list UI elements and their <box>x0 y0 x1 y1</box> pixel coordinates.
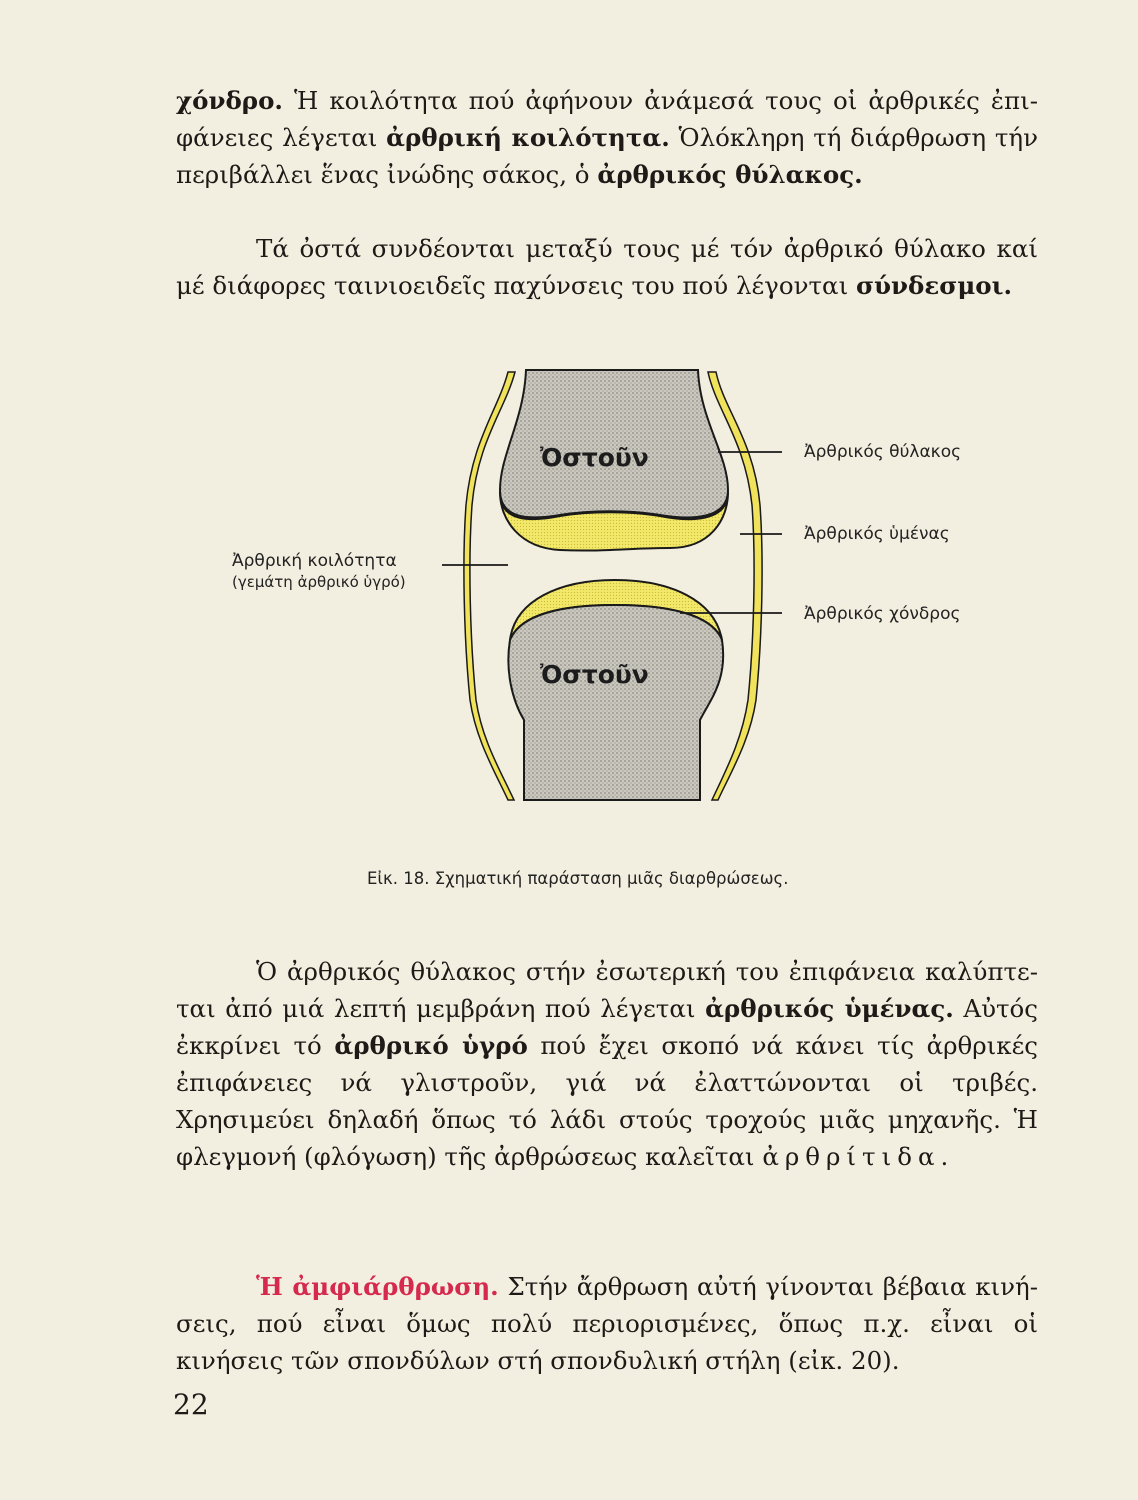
bone-label-bottom: Ὀστοῦν <box>540 660 649 689</box>
page-number: 22 <box>173 1388 209 1421</box>
bone-label-top: Ὀστοῦν <box>540 443 649 472</box>
term-articular-cavity: ἀρθρική κοιλότητα. <box>386 123 670 152</box>
capsule-left <box>464 372 515 800</box>
label-synovial-membrane: Ἀρθρικός ὑμένας <box>804 524 950 544</box>
paragraph-1: χόνδρο. Ἡ κοιλότητα πού ἀφήνουν ἀνάμεσά τους οἱ ἀρθρικές ἐπιφάνειες λέγεται ἀρθρική κοιλότητα. Ὁλόκληρη τή διάρθρωση τήν περιβάλλει ἕνας ἰνώδης σάκος, ὁ ἀρθρικός θύλακος. <box>176 86 1038 189</box>
term-arthritis: ἀρθρίτιδα <box>762 1142 941 1171</box>
term-synovial-fluid: ἀρθρικό ὑγρό <box>334 1031 528 1060</box>
label-articular-capsule: Ἀρθρικός θύλακος <box>804 442 962 462</box>
term-cartilage: χόνδρο. <box>176 86 283 115</box>
paragraph-2: Τά ὀστά συνδέονται μεταξύ τους μέ τόν ἀρθρικό θύλακο καί μέ διάφορες ταινιοειδεῖς παχύνσεις του πού λέγονται σύνδεσμοι. <box>176 234 1038 300</box>
section-heading-amphiarthrosis: Ἡ ἀμφιάρθρωση. <box>256 1272 499 1301</box>
figure-caption: Εἰκ. 18. Σχηματική παράσταση μιᾶς διαρθρώσεως. <box>367 869 789 888</box>
paragraph-4: Ἡ ἀμφιάρθρωση. Στήν ἄρθρωση αὐτή γίνονται βέβαια κινήσεις, πού εἶναι ὅμως πολύ περιορισμένες, ὅπως π.χ. εἶναι οἱ κινήσεις τῶν σπονδύλων στή σπονδυλική στήλη (εἰκ. 20). <box>176 1272 1038 1375</box>
label-articular-cartilage: Ἀρθρικός χόνδρος <box>804 604 961 624</box>
label-articular-cavity: Ἀρθρική κοιλότητα <box>232 551 397 571</box>
term-ligaments: σύνδεσμοι. <box>855 271 1012 300</box>
label-articular-cavity-note: (γεμάτη ἀρθρικό ὑγρό) <box>232 573 406 591</box>
term-synovial-membrane: ἀρθρικός ὑμένας. <box>705 994 954 1023</box>
capsule-right <box>708 372 762 800</box>
bone-bottom <box>508 605 723 800</box>
paragraph-3: Ὁ ἀρθρικός θύλακος στήν ἐσωτερική του ἐπιφάνεια καλύπτεται ἀπό μιά λεπτή μεμβράνη πού λέγεται ἀρθρικός ὑμένας. Αὐτός ἐκκρίνει τό ἀρθρικό ὑγρό πού ἔχει σκοπό νά κάνει τίς ἀρθρικές ἐπιφάνειες νά γλιστροῦν, γιά νά ἐλαττώνονται οἱ τριβές. Χρησιμεύει δηλαδή ὅπως τό λάδι στούς τροχούς μιᾶς μηχανῆς. Ἡ φλεγμονή (φλόγωση) τῆς ἀρθρώσεως καλεῖται ἀρθρίτιδα. <box>176 957 1039 1171</box>
term-articular-capsule: ἀρθρικός θύλακος. <box>597 160 863 189</box>
